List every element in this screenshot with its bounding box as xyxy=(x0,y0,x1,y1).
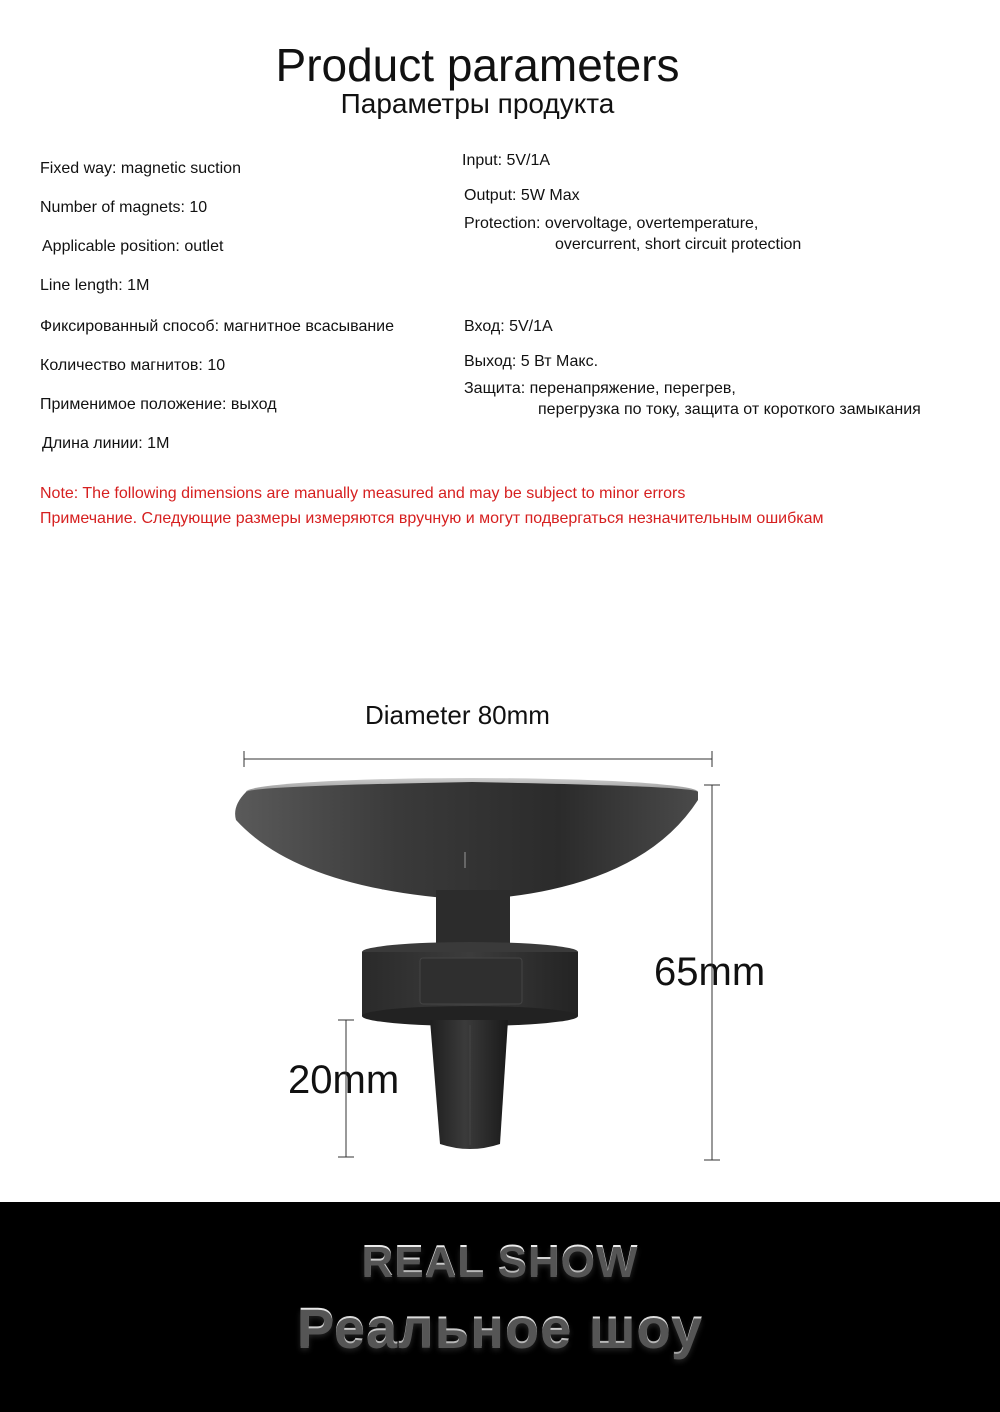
diameter-dimension-line xyxy=(244,751,712,767)
product-illustration xyxy=(0,740,1000,1180)
real-show-banner xyxy=(0,1202,1000,1412)
spec-fixed-way: Fixed way: magnetic suction xyxy=(40,160,241,177)
height-label: 65mm xyxy=(654,950,766,994)
spec-ru-position: Применимое положение: выход xyxy=(40,396,277,413)
note-en: Note: The following dimensions are manually measured and may be subject to minor errors xyxy=(40,485,686,502)
spec-ru-protection-2: перегрузка по току, защита от короткого замыкания xyxy=(538,401,921,418)
spec-ru-input: Вход: 5V/1A xyxy=(464,318,553,335)
spec-input: Input: 5V/1A xyxy=(462,152,551,169)
banner-title-en: REAL SHOW xyxy=(0,1236,1000,1286)
spec-ru-magnets: Количество магнитов: 10 xyxy=(40,357,226,374)
height-dimension-line xyxy=(704,785,720,1160)
spec-protection-1: Protection: overvoltage, overtemperature, xyxy=(464,215,759,232)
vent-clip xyxy=(430,1020,508,1149)
spec-ru-line-length: Длина линии: 1M xyxy=(42,435,170,452)
spec-ru-protection-1: Защита: перенапряжение, перегрев, xyxy=(464,380,736,397)
spec-magnets: Number of magnets: 10 xyxy=(40,199,208,216)
spec-protection-2: overcurrent, short circuit protection xyxy=(555,236,802,253)
page-title: Product parameters xyxy=(275,39,680,91)
clip-dimension-line xyxy=(338,1020,354,1157)
spec-line-length: Line length: 1M xyxy=(40,277,150,294)
spec-output: Output: 5W Max xyxy=(464,187,580,204)
mount-ring xyxy=(362,942,578,1026)
banner-title-ru: Реальное шоу xyxy=(0,1294,1000,1359)
charger-dish xyxy=(235,778,698,900)
page-subtitle: Параметры продукта xyxy=(340,88,615,119)
clip-height-label: 20mm xyxy=(288,1058,400,1102)
spec-ru-output: Выход: 5 Вт Макс. xyxy=(464,353,599,370)
spec-position: Applicable position: outlet xyxy=(42,238,224,255)
diameter-label: Diameter 80mm xyxy=(365,700,550,730)
spec-ru-fixed-way: Фиксированный способ: магнитное всасывание xyxy=(40,318,395,335)
note-ru: Примечание. Следующие размеры измеряются вручную и могут подвергаться незначительным ошибкам xyxy=(40,510,824,527)
